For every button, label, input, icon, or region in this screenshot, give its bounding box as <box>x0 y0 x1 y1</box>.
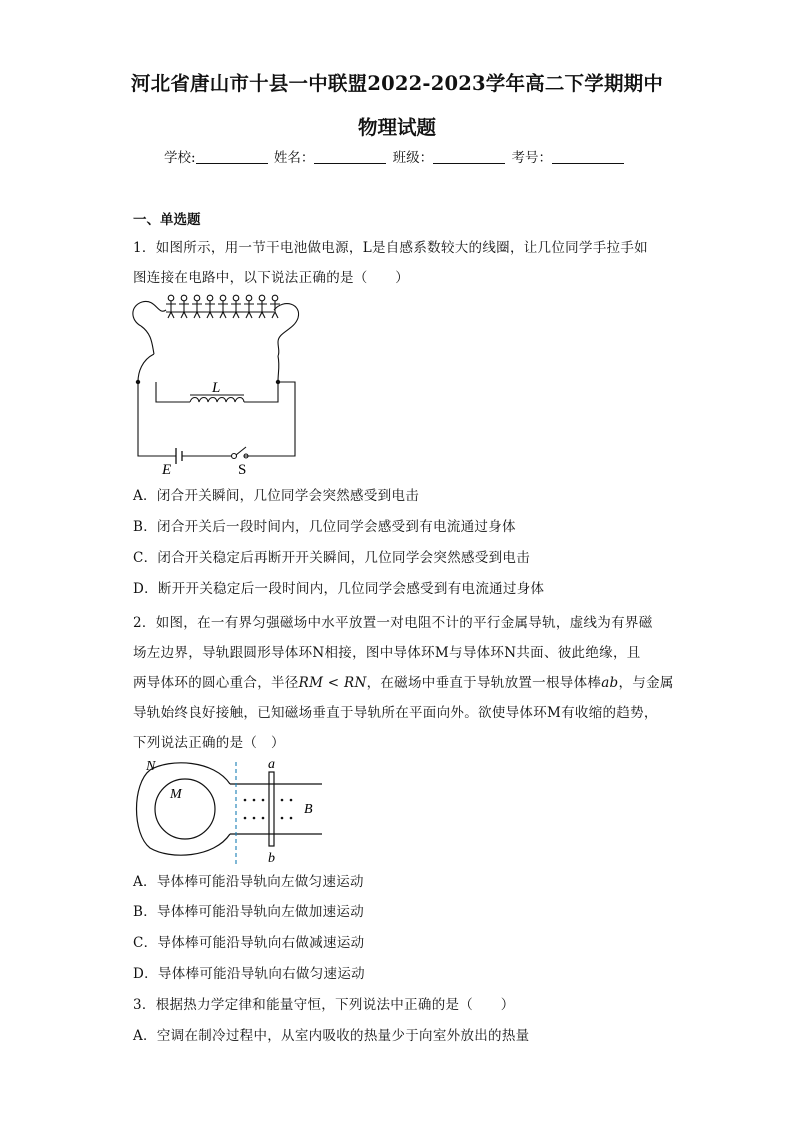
section-heading: 一、单选题 <box>133 212 201 228</box>
q2-stem-line-1: 2．如图，在一有界匀强磁场中水平放置一对电阻不计的平行金属导轨，虚线为有界磁 <box>133 615 653 631</box>
students-hand-in-hand-icon <box>133 295 299 356</box>
ring-n-icon <box>137 763 231 855</box>
q2-option-b: B．导体棒可能沿导轨向左做加速运动 <box>133 904 365 920</box>
ring-m-label: M <box>170 787 182 802</box>
radius-comparison: RM < RN <box>298 675 367 691</box>
q2-stem-line-5: 下列说法正确的是（ ） <box>133 735 285 751</box>
q2-stem-line-3-part-a: 两导体环的圆心重合，半径 <box>133 675 299 691</box>
q2-stem-line-3-part-c: ，与金属 <box>618 675 674 691</box>
q2-option-d: D．导体棒可能沿导轨向右做匀速运动 <box>133 966 365 982</box>
name-blank[interactable] <box>314 150 386 164</box>
rod-name: ab <box>601 675 619 691</box>
ring-n-label: N <box>146 759 156 774</box>
rod-end-a-label: a <box>268 757 275 772</box>
school-label: 学校: <box>164 150 196 166</box>
field-b-label: B <box>304 802 313 817</box>
battery-icon <box>176 448 182 464</box>
class-label: 班级： <box>392 150 434 166</box>
title-line-2: 物理试题 <box>357 116 436 139</box>
class-blank[interactable] <box>433 150 505 164</box>
q1-stem-line-2: 图连接在电路中，以下说法正确的是（ ） <box>133 270 409 286</box>
q1-circuit-figure <box>128 290 308 476</box>
conductor-rod-icon <box>269 772 274 846</box>
switch-icon <box>232 454 237 459</box>
q2-stem-line-4: 导轨始终良好接触，已知磁场垂直于导轨所在平面向外。欲使导体环M有收缩的趋势， <box>133 705 658 721</box>
battery-label: E <box>162 462 172 476</box>
q1-option-c: C．闭合开关稳定后再断开开关瞬间，几位同学会突然感受到电击 <box>133 550 531 566</box>
q3-stem-line-1: 3．根据热力学定律和能量守恒，下列说法中正确的是（ ） <box>133 997 515 1013</box>
ring-m-icon <box>155 779 215 839</box>
exam-number-label: 考号： <box>511 150 552 166</box>
magnetic-field-dots <box>244 799 293 820</box>
q2-rails-figure <box>130 756 330 866</box>
rod-end-b-label: b <box>268 851 275 866</box>
q2-stem-line-2: 场左边界，导轨跟圆形导体环N相接，图中导体环M与导体环N共面、彼此绝缘，且 <box>133 645 641 661</box>
exam-number-blank[interactable] <box>552 150 624 164</box>
inductor-label: L <box>212 380 221 396</box>
student-info-row <box>164 146 626 166</box>
q2-option-c: C．导体棒可能沿导轨向右做减速运动 <box>133 935 365 951</box>
q1-option-d: D．断开开关稳定后一段时间内，几位同学会感受到有电流通过身体 <box>133 581 545 597</box>
q3-option-a: A．空调在制冷过程中，从室内吸收的热量少于向室外放出的热量 <box>133 1028 530 1044</box>
q2-option-a: A．导体棒可能沿导轨向左做匀速运动 <box>133 874 364 890</box>
q2-stem-line-3 <box>133 671 674 691</box>
q1-stem-line-1: 1．如图所示，用一节干电池做电源，L是自感系数较大的线圈，让几位同学手拉手如 <box>133 240 648 256</box>
school-blank[interactable] <box>196 150 268 164</box>
q2-stem-line-3-part-b: ，在磁场中垂直于导轨放置一根导体棒 <box>366 675 602 691</box>
name-label: 姓名： <box>273 150 315 166</box>
q1-option-b: B．闭合开关后一段时间内，几位同学会感受到有电流通过身体 <box>133 519 516 535</box>
title-line-1: 河北省唐山市十县一中联盟2022-2023学年高二下学期期中 <box>130 72 664 95</box>
switch-label: S <box>238 462 247 476</box>
q1-option-a: A．闭合开关瞬间，几位同学会突然感受到电击 <box>133 488 420 504</box>
inductor-coil-icon <box>190 398 244 403</box>
